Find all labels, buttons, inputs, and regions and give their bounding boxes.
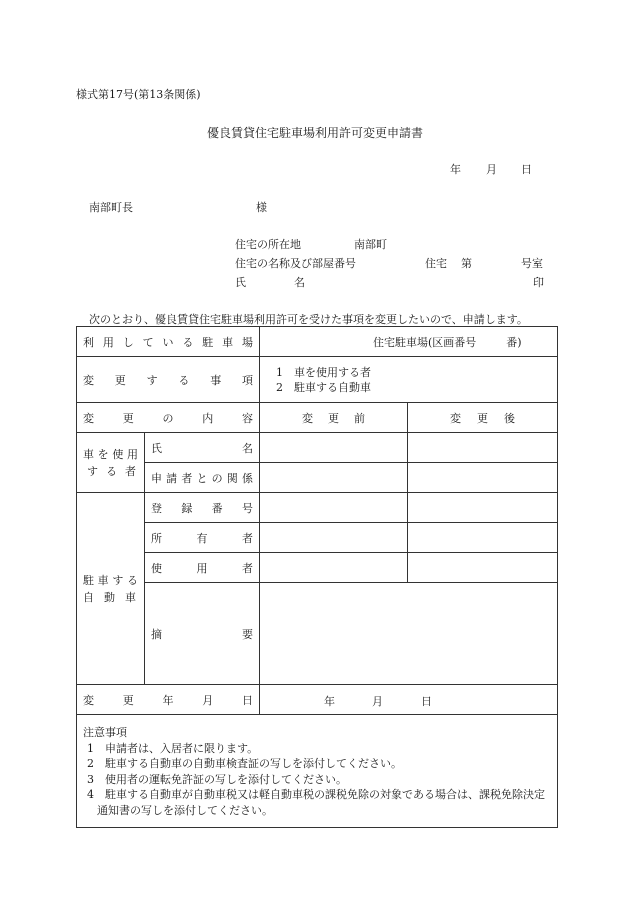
change-date-label: 変 更 年 月 日: [83, 693, 253, 707]
change-item-2: 2 駐車する自動車: [276, 380, 371, 394]
change-items-cell: [260, 357, 558, 403]
date-month: 月: [486, 163, 497, 176]
change-item-1: 1 車を使用する者: [276, 365, 371, 379]
change-item-row: [77, 357, 558, 403]
user-row: [77, 553, 558, 583]
room-dai: 第: [461, 257, 472, 270]
form-title: 優良賃貸住宅駐車場利用許可変更申請書: [206, 126, 423, 140]
car-group-cell: [77, 493, 145, 685]
parking-row: [77, 327, 558, 357]
room-jutaku: 住宅: [425, 257, 447, 270]
reg-no-before[interactable]: [260, 493, 408, 523]
room-label: 住宅の名称及び部屋番号: [235, 257, 356, 270]
user-name-before[interactable]: [260, 433, 408, 463]
user-after[interactable]: [408, 553, 558, 583]
relation-before[interactable]: [260, 463, 408, 493]
seal-mark: 印: [533, 276, 544, 289]
reg-no-after[interactable]: [408, 493, 558, 523]
application-table: [76, 326, 558, 828]
date-year: 年: [450, 163, 461, 176]
owner-row: [77, 523, 558, 553]
before-label: 変 更 前: [302, 411, 365, 425]
car-user-name-row: [77, 433, 558, 463]
remarks-value[interactable]: [260, 583, 558, 685]
change-date-day: 日: [421, 694, 432, 708]
reg-no-row: [77, 493, 558, 523]
remarks-row: [77, 583, 558, 685]
relation-label: 申 請 者 と の 関 係: [151, 471, 253, 485]
addressee-name: 南部町長: [89, 201, 133, 214]
notes-cell: [77, 715, 558, 828]
owner-after[interactable]: [408, 523, 558, 553]
note-item-1: 1 申請者は、入居者に限ります。: [87, 741, 259, 755]
parking-value-2: 番): [506, 335, 522, 349]
car-label-2: 自 動 車: [83, 590, 136, 604]
notes-row: [77, 715, 558, 828]
note-item-2: 2 駐車する自動車の自動車検査証の写しを添付してください。: [87, 757, 402, 770]
parking-value-cell[interactable]: [260, 327, 558, 357]
after-label: 変 更 後: [450, 411, 515, 425]
car-user-group-cell: [77, 433, 145, 493]
user-before[interactable]: [260, 553, 408, 583]
change-item-label: 変 更 す る 事 項: [83, 373, 253, 387]
address-value: 南部町: [354, 238, 387, 251]
change-content-label: 変 更 の 内 容: [83, 411, 253, 425]
address-label: 住宅の所在地: [235, 238, 301, 251]
car-user-label-2: す る 者: [87, 464, 136, 478]
owner-before[interactable]: [260, 523, 408, 553]
content-header-row: [77, 403, 558, 433]
car-user-label-1: 車 を 使 用: [83, 447, 138, 461]
parking-label: 利 用 し て い る 駐 車 場: [83, 335, 253, 349]
note-item-4: 4 駐車する自動車が自動車税又は軽自動車税の課税免除の対象である場合は、課税免除決定通知書の写しを添付してください。: [87, 788, 545, 817]
relation-after[interactable]: [408, 463, 558, 493]
parking-value-1: 住宅駐車場(区画番号: [373, 335, 477, 349]
owner-label: 所 有 者: [151, 531, 253, 545]
reg-no-label: 登 録 番 号: [151, 501, 253, 515]
relation-row: [77, 463, 558, 493]
user-name-label: 氏 名: [151, 441, 253, 455]
notes-title: 注意事項: [83, 726, 127, 739]
user-label: 使 用 者: [151, 561, 253, 575]
applicant-name-label-2: 名: [294, 276, 305, 289]
note-item-3: 3 使用者の運転免許証の写しを添付してください。: [87, 772, 347, 786]
car-label-1: 駐 車 す る: [83, 573, 138, 587]
change-date-row: [77, 685, 558, 715]
addressee-honorific: 様: [256, 201, 267, 214]
change-date-month: 月: [372, 694, 383, 708]
room-gou: 号室: [521, 257, 543, 270]
user-name-after[interactable]: [408, 433, 558, 463]
change-date-value[interactable]: [260, 685, 558, 715]
change-date-year: 年: [324, 694, 335, 708]
date-day: 日: [521, 163, 532, 176]
applicant-name-label-1: 氏: [235, 276, 246, 289]
form-number: 様式第17号(第13条関係): [76, 88, 201, 101]
intro-text: 次のとおり、優良賃貸住宅駐車場利用許可を受けた事項を変更したいので、申請します。: [89, 313, 528, 326]
remarks-label: 摘 要: [151, 627, 253, 641]
